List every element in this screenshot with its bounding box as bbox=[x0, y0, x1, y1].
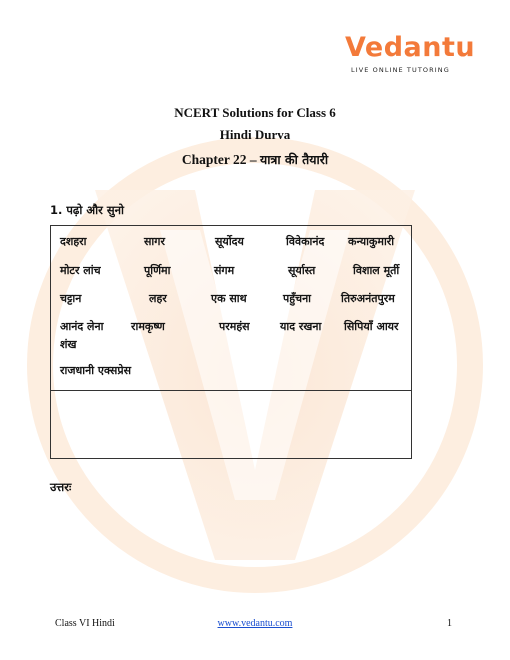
word-cell: कन्याकुमारी bbox=[348, 235, 395, 248]
word-cell: विवेकानंद bbox=[286, 235, 325, 248]
word-cell: तिरुअनंतपुरम bbox=[341, 292, 395, 305]
question-label: 1. पढ़ो और सुनो bbox=[50, 203, 124, 217]
word-cell: याद रखना bbox=[280, 320, 322, 333]
word-cell: आनंद लेना bbox=[60, 320, 104, 333]
logo-tagline: LIVE ONLINE TUTORING bbox=[351, 66, 450, 74]
chapter-title: यात्रा की तैयारी bbox=[260, 152, 329, 167]
word-cell: शंख bbox=[60, 338, 77, 351]
word-cell: चट्टान bbox=[60, 292, 82, 305]
word-cell: मोटर लांच bbox=[60, 264, 101, 277]
word-cell: लहर bbox=[149, 292, 167, 305]
word-cell: सूर्योदय bbox=[215, 235, 244, 248]
word-cell: दशहरा bbox=[60, 235, 87, 248]
vedantu-logo bbox=[345, 32, 476, 81]
chapter-heading bbox=[0, 151, 510, 168]
word-cell: राजधानी एक्सप्रेस bbox=[60, 364, 132, 377]
footer-website-link[interactable]: www.vedantu.com bbox=[217, 618, 293, 629]
word-cell: सूर्यास्त bbox=[288, 264, 316, 277]
table-divider bbox=[51, 390, 411, 391]
chapter-prefix: Chapter 22 – bbox=[181, 152, 257, 167]
word-cell: संगम bbox=[214, 264, 235, 277]
word-cell: सिपियाँ आयर bbox=[344, 320, 399, 333]
word-cell: पहुँचना bbox=[283, 292, 312, 305]
logo-wordmark: Vedantu bbox=[345, 32, 476, 63]
word-cell: एक साथ bbox=[211, 292, 247, 305]
page-number: 1 bbox=[447, 618, 452, 629]
word-cell: परमहंस bbox=[219, 320, 250, 333]
footer-class-label: Class VI Hindi bbox=[55, 618, 115, 629]
doc-subtitle: Hindi Durva bbox=[219, 127, 291, 142]
answer-label: उत्तरः bbox=[50, 480, 72, 494]
word-cell: रामकृष्ण bbox=[131, 320, 165, 333]
word-cell: विशाल मूर्ती bbox=[353, 264, 400, 277]
word-table bbox=[50, 225, 412, 459]
word-cell: सागर bbox=[144, 235, 165, 248]
doc-title: NCERT Solutions for Class 6 bbox=[174, 105, 336, 120]
word-cell: पूर्णिमा bbox=[144, 264, 171, 277]
